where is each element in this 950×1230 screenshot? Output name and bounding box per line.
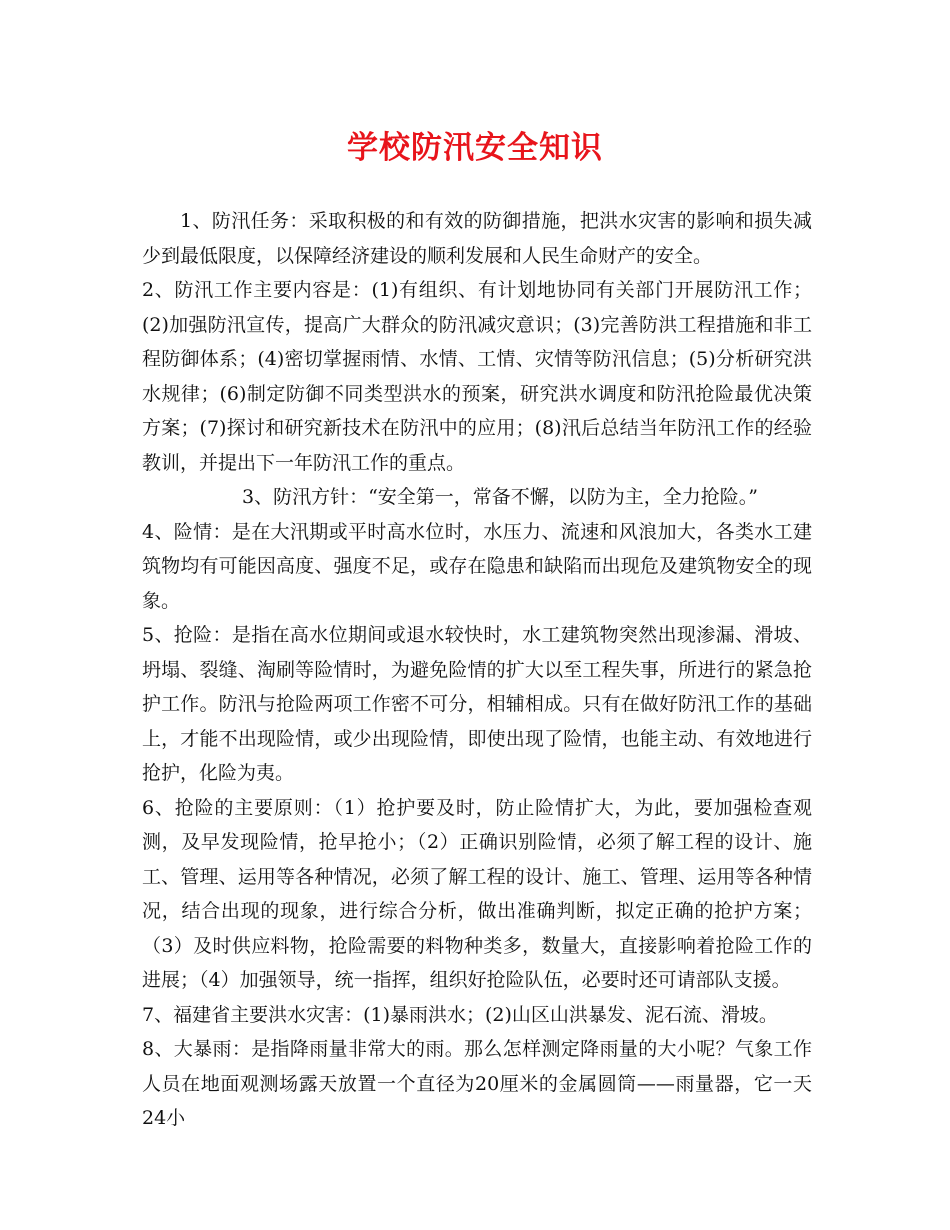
paragraph-6: 6、抢险的主要原则：（1）抢护要及时，防止险情扩大，为此，要加强检查观测，及早发现险情，抢早抢小；（2）正确识别险情，必须了解工程的设计、施工、管理、运用等各种情况，必须了解工程的设计、施工、管理、运用等各种情况，结合出现的现象，进行综合分析，做出准确判断，拟定正确的抢护方案；（3）及时供应料物，抢险需要的料物种类多，数量大，直接影响着抢险工作的进展；（4）加强领导，统一指挥，组织好抢险队伍，必要时还可请部队支援。	[142, 796, 812, 991]
paragraph-1: 1、防汛任务：采取积极的和有效的防御措施，把洪水灾害的影响和损失减少到最低限度，以保障经济建设的顺利发展和人民生命财产的安全。	[142, 210, 812, 267]
paragraph-2: 2、防汛工作主要内容是：(1)有组织、有计划地协同有关部门开展防汛工作；(2)加强防汛宣传，提高广大群众的防汛减灾意识；(3)完善防洪工程措施和非工程防御体系；(4)密切掌握雨情、水情、工情、灾情等防汛信息；(5)分析研究洪水规律；(6)制定防御不同类型洪水的预案，研究洪水调度和防汛抢险最优决策方案；(7)探讨和研究新技术在防汛中的应用；(8)汛后总结当年防汛工作的经验教训，并提出下一年防汛工作的重点。	[142, 279, 812, 474]
document-body	[142, 204, 812, 1136]
paragraph-5: 5、抢险：是指在高水位期间或退水较快时，水工建筑物突然出现渗漏、滑坡、坍塌、裂缝、淘刷等险情时，为避免险情的扩大以至工程失事，所进行的紧急抢护工作。防汛与抢险两项工作密不可分，相辅相成。只有在做好防汛工作的基础上，才能不出现险情，或少出现险情，即使出现了险情，也能主动、有效地进行抢护，化险为夷。	[142, 624, 812, 784]
paragraph-3: 3、防汛方针：“安全第一，常备不懈，以防为主，全力抢险。”	[242, 486, 759, 508]
document-title: 学校防汛安全知识	[347, 130, 603, 166]
paragraph-7: 7、福建省主要洪水灾害：(1)暴雨洪水；(2)山区山洪暴发、泥石流、滑坡。	[142, 1003, 778, 1026]
paragraph-4: 4、险情：是在大汛期或平时高水位时，水压力、流速和风浪加大，各类水工建筑物均有可能因高度、强度不足，或存在隐患和缺陷而出现危及建筑物安全的现象。	[142, 520, 812, 612]
paragraph-8: 8、大暴雨：是指降雨量非常大的雨。那么怎样测定降雨量的大小呢？气象工作人员在地面观测场露天放置一个直径为20厘米的金属圆筒——雨量器，它一天24小	[142, 1038, 812, 1129]
